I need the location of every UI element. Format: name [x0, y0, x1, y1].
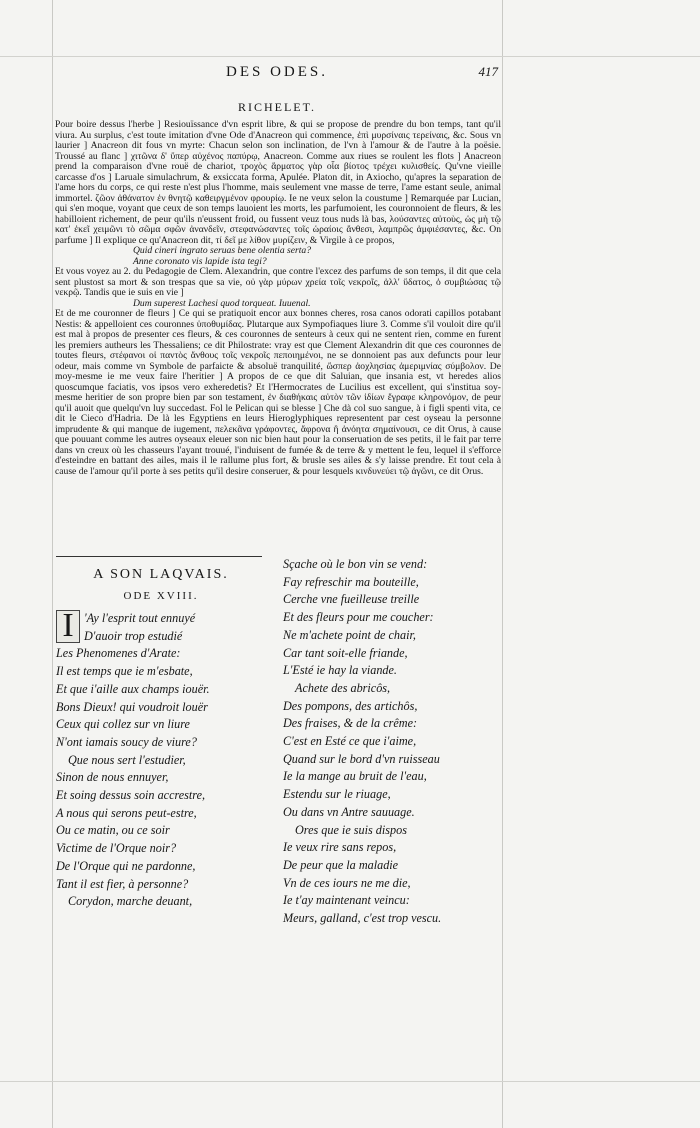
poem-top-rule: [56, 556, 262, 557]
commentary-author-heading: RICHELET.: [237, 100, 317, 114]
verse-line: Estendu sur le riuage,: [283, 787, 391, 802]
left-verse-lines: [56, 607, 266, 911]
verse-line: Ceux qui collez sur vn liure: [56, 717, 190, 732]
left-margin-rule: [52, 0, 53, 1128]
verse-line: C'est en Esté ce que i'aime,: [283, 734, 417, 749]
verse-line: L'Esté ie hay la viande.: [283, 663, 397, 678]
verse-line: Ores que ie suis dispos: [295, 822, 407, 837]
commentary-verse: Dum superest Lachesi quod torqueat. Iuuenal.: [133, 297, 311, 309]
verse-line: Ou ce matin, ou ce soir: [56, 823, 170, 838]
verse-line: Achete des abricôs,: [295, 680, 391, 695]
running-title: DES ODES.: [225, 64, 328, 80]
verse-line: Et soing dessus soin accrestre,: [56, 788, 206, 803]
verse-line: Fay refreschir ma bouteille,: [283, 574, 419, 589]
verse-line: Ou dans vn Antre sauuage.: [283, 804, 415, 819]
verse-line: Les Phenomenes d'Arate:: [56, 646, 181, 661]
poem-right-column: [283, 556, 498, 928]
verse-line: Des fraises, & de la crême:: [283, 716, 418, 731]
commentary-verse: Anne coronato vis lapide ista tegi?: [133, 255, 267, 267]
right-margin-rule: [502, 0, 503, 1128]
verse-line: Des pompons, des artichôs,: [283, 698, 418, 713]
commentary-verse: Quid cineri ingrato seruas bene olentia serta?: [133, 245, 311, 256]
poem-left-column: [56, 556, 266, 911]
commentary-paragraph: Et de me couronner de fleurs ] Ce qui se pratiquoit encor aux bonnes cheres, rosa canos odorati capillos potabant Nestis: & appelloient ces couronnes ὑποθυμίδας. Plutarque aux Sympofiaques liure 3. Comme s'il vouloit dire qu'il est mal à propos de presenter ces fleurs, & ces couronnes de senteurs à ceux qui ne sentent rien, comme en furent les premiers autheurs les Thessaliens; ce dit Philostrate: vray est que Clement Alexandrin dit que ces couronnes de toutes fleurs, στέφανοι οἱ παντὸς ἄνθους τοῖς νεκροῖς πεποιημένοι, ne se donnoient pas aux defuncts pour leur odeur, mais comme vn Symbole de parfaicte & absoluë tranquilité, ὥσπερ ἀοχλησίας ἀμεριμνίας σύμβολον. De moy-mesme ie me veux faire l'heritier ] A propos de ce que dit Saluian, que insania est, vt heredes alios quoscumque faciatis, vos ipsos vero exheredetis? Et l'Hermocrates de Lucilius est excellent, qui s'institua soy-mesme heritier de son propre bien par son testament, ἐν διαθήκαις αὐτὸν τῶν ἰδίων ἔγραφε κληρονόμον, de peur qu'il auoit que quelqu'vn luy succedast. Fol le Pelican qui se blesse ] Che dà col suo sangue, à i figli spenti vita, ce dit le Cieco d'Hadria. De là les Egyptiens en leurs Hieroglyphiques representent par cest oyseau la personne imprudente & qui manque de iugement, πελεκᾶνα γράφοντες, ἄφρονα ἢ ἀνόητα σημαίνουσι, ce dit Orus, à cause que pouuant comme les autres oyseaux eleuer son nic bien haut pour la conseruation de ses petits, il le fait par terre dans vn creux où les chasseurs l'ayant trouué, l'induisent de fumée & de terre & y mettent le feu, lequel il s'efforce d'esteindre en battant des ailes, mais il le rallume plus fort, & brusle ses ailes & s'y laisse prendre. Et tout cela à cause de l'amour qu'il porte à ses petits qu'il desire conseruer, & pour lesquels κινδυνεύει τῷ ἀγῶνι, ce dit Orus.: [55, 308, 501, 477]
verse-line: Sçache où le bon vin se vend:: [283, 557, 428, 571]
verse-line: Vn de ces iours ne me die,: [283, 875, 411, 890]
page-header: [52, 64, 502, 86]
verse-line: Quand sur le bord d'vn ruisseau: [283, 751, 440, 766]
verse-line: Que nous sert l'estudier,: [68, 752, 186, 767]
ode-number: ODE XVIII.: [123, 590, 199, 602]
verse-line: Sinon de nous ennuyer,: [56, 770, 169, 785]
verse-line: A nous qui serons peut-estre,: [56, 805, 197, 820]
verse-line: De l'Orque qui ne pardonne,: [56, 858, 196, 873]
commentary-paragraph: Pour boire dessus l'herbe ] Resiouïssance d'vn esprit libre, & qui se propose de prendre du bon temps, tant qu'il viura. Au surplus, c'est toute imitation d'vne Ode d'Anacreon qui commence, ἐπὶ μυρσίναις τερείναις, &c. Sous vn laurier ] Anacreon dit fous vn myrte: Chacun selon son inclination, de l'vn à l'amour & de l'autre à la poësie. Troussé au flanc ] χιτῶνα δ' ὕπερ αὐχένος παπύρῳ, Anacreon. Comme aux riues se roulent les flots ] Anacreon prend la comparaison d'vne rouë de chariot, τροχὸς ἅρματος γὰρ οἷα βίοτος τρέχει κυλισθείς. Qu'vne vieille carcasse d'os ] Laruale simulachrum, & exsiccata forma, Apulée. Platon dit, in Axiocho, qu'apres la separation de l'ame hors du corps, ce qui reste n'est plus l'homme, mais seulement vne masse de terre, l'ame estant seule, animal immortel. ζῶον ἀθάνατον ἐν θνητῷ καθειργμένον φρουρίῳ. Ie ne veux selon la coustume ] Remarquée par Lucian, qui s'en moque, voyant que ceux de son temps lauoient les morts, les parfumoient, les couronnoient de fleurs, & les habilloient richement, de peur qu'ils n'eussent froid, ou fussent veuz tous nuds là bas, λούσαντες αὐτοὺς, ὡς μὴ τῷ κατ' ἐκεῖ χειμῶνι τὸ σῶμα σφῶν ἀνανδεῖν, στεφανώσαντες τοῖς ὡραίοις ἄνθεσι, λαμπρῶς ἀμφιέσαντες, &c. On parfume ] Il explique ce qu'Anacreon dit, τί δεῖ με λίθον μυρίζειν, & Virgile à ce propos,: [55, 119, 501, 246]
verse-line: Il est temps que ie m'esbate,: [56, 664, 193, 679]
poem-title: A SON LAQVAIS.: [93, 567, 229, 582]
drop-cap-letter: I: [56, 610, 80, 643]
verse-line: Ne m'achete point de chair,: [283, 627, 416, 642]
verse-line-text: 'Ay l'esprit tout ennuyé: [84, 611, 196, 625]
commentary-paragraph: Et vous voyez au 2. du Pedagogie de Clem. Alexandrin, que contre l'excez des parfums de son temps, il dit que cela sent plustost sa mort & son trespas que sa vie, οὐ γὰρ μύρων χρεία τοῖς νεκροῖς, ἀλλ' ὕδατος, ὁ συμβιώσας τῷ νεκρῷ. Tandis que ie suis en vie ]: [55, 266, 501, 298]
verse-line: Ie veux rire sans repos,: [283, 840, 397, 855]
verse-line: Victime de l'Orque noir?: [56, 841, 177, 856]
verse-line: Cerche vne fueilleuse treille: [283, 592, 420, 607]
verse-line: Corydon, marche deuant,: [68, 894, 193, 909]
verse-line: De peur que la maladie: [283, 857, 399, 872]
verse-line: Et des fleurs pour me coucher:: [283, 610, 434, 625]
page-number: 417: [478, 64, 498, 79]
bottom-page-rule: [0, 1081, 700, 1082]
verse-line: Ie t'ay maintenant veincu:: [283, 893, 410, 908]
verse-line: Bons Dieux! qui voudroit louër: [56, 699, 208, 714]
commentary-block: [55, 120, 501, 477]
verse-line: D'auoir trop estudié: [84, 628, 183, 643]
verse-line: Ie la mange au bruit de l'eau,: [283, 769, 427, 784]
verse-line: Car tant soit-elle friande,: [283, 645, 408, 660]
verse-line: Meurs, galland, c'est trop vescu.: [283, 911, 442, 926]
verse-line: N'ont iamais soucy de viure?: [56, 734, 197, 749]
right-verse-lines: [283, 556, 498, 928]
verse-line: Tant il est fier, à personne?: [56, 876, 189, 891]
verse-line: Et que i'aille aux champs iouër.: [56, 681, 210, 696]
top-page-rule: [0, 56, 700, 57]
